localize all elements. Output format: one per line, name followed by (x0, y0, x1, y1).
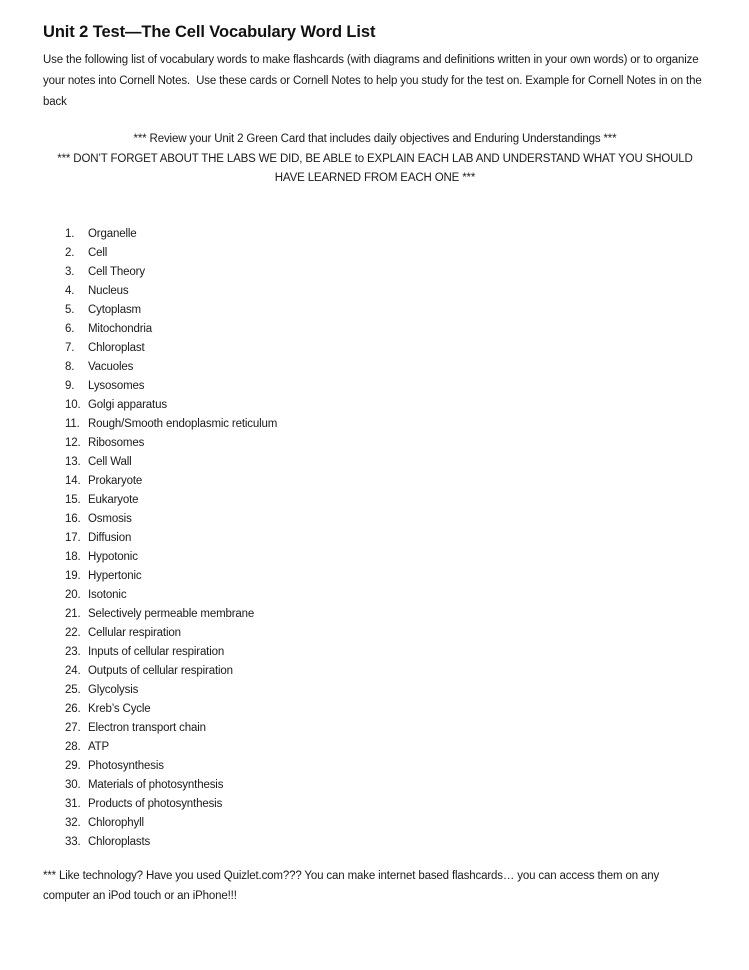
item-number: 6. (65, 322, 75, 335)
page-title: Unit 2 Test—The Cell Vocabulary Word List (43, 23, 376, 41)
vocab-list-item (65, 681, 707, 700)
vocab-list-item (65, 833, 707, 852)
vocab-list-item (65, 358, 707, 377)
item-number: 23. (65, 645, 81, 658)
item-number: 4. (65, 284, 75, 297)
item-number: 12. (65, 436, 81, 449)
vocab-term: Cytoplasm (88, 303, 141, 316)
vocab-term: Diffusion (88, 531, 132, 544)
vocabulary-list (43, 225, 707, 852)
vocab-term: Selectively permeable membrane (88, 607, 255, 620)
item-number: 15. (65, 493, 81, 506)
vocab-list-item (65, 624, 707, 643)
item-number: 16. (65, 512, 81, 525)
item-number: 5. (65, 303, 75, 316)
item-number: 11. (65, 417, 80, 430)
vocab-list-item (65, 776, 707, 795)
item-number: 8. (65, 360, 75, 373)
vocab-term: Mitochondria (88, 322, 153, 335)
item-number: 17. (65, 531, 81, 544)
vocab-term: Kreb’s Cycle (88, 702, 151, 715)
item-number: 18. (65, 550, 81, 563)
vocab-list-item (65, 434, 707, 453)
vocab-list-item (65, 225, 707, 244)
vocab-list-item (65, 757, 707, 776)
item-number: 7. (65, 341, 75, 354)
vocab-term: Glycolysis (88, 683, 139, 696)
vocab-term: Inputs of cellular respiration (88, 645, 225, 658)
vocab-list-item (65, 643, 707, 662)
vocab-list-item (65, 529, 707, 548)
vocab-term: Eukaryote (88, 493, 139, 506)
vocab-term: Osmosis (88, 512, 132, 525)
vocab-list-item (65, 510, 707, 529)
item-number: 1. (65, 227, 75, 240)
vocab-term: Cellular respiration (88, 626, 181, 639)
vocab-list-item (65, 396, 707, 415)
item-number: 26. (65, 702, 81, 715)
item-number: 9. (65, 379, 75, 392)
vocab-list-item (65, 814, 707, 833)
vocab-term: Electron transport chain (88, 721, 206, 734)
item-number: 19. (65, 569, 81, 582)
vocab-list-item (65, 244, 707, 263)
vocab-term: Cell Theory (88, 265, 145, 278)
vocab-list-item (65, 377, 707, 396)
item-number: 27. (65, 721, 81, 734)
vocab-term: Lysosomes (88, 379, 145, 392)
item-number: 24. (65, 664, 81, 677)
item-number: 22. (65, 626, 81, 639)
vocab-term: Chloroplasts (88, 835, 151, 848)
item-number: 3. (65, 265, 75, 278)
vocab-term: Prokaryote (88, 474, 143, 487)
item-number: 32. (65, 816, 81, 829)
vocab-term: Chlorophyll (88, 816, 144, 829)
vocab-list-item (65, 700, 707, 719)
intro-paragraph: Use the following list of vocabulary words to make flashcards (with diagrams and definitions written in your own words) or to organize your notes into Cornell Notes. Use these cards or Cornell Notes to help you study for the test on. Example for Cornell Notes in on the back (43, 54, 705, 108)
vocab-term: Materials of photosynthesis (88, 778, 224, 791)
item-number: 25. (65, 683, 81, 696)
vocab-term: Products of photosynthesis (88, 797, 223, 810)
vocab-list-item (65, 415, 707, 434)
vocab-term: Chloroplast (88, 341, 145, 354)
vocab-term: Nucleus (88, 284, 129, 297)
review-notes-block (43, 130, 707, 189)
vocab-list-item (65, 605, 707, 624)
vocab-list-item (65, 548, 707, 567)
vocab-list-item (65, 453, 707, 472)
vocab-list-item (65, 320, 707, 339)
item-number: 13. (65, 455, 81, 468)
vocab-list-item (65, 282, 707, 301)
vocab-term: ATP (88, 740, 110, 753)
item-number: 10. (65, 398, 81, 411)
vocab-list-item (65, 567, 707, 586)
vocab-term: Vacuoles (88, 360, 134, 373)
item-number: 33. (65, 835, 81, 848)
vocab-list-item (65, 472, 707, 491)
item-number: 28. (65, 740, 81, 753)
vocab-list-item (65, 738, 707, 757)
vocab-list-item (65, 339, 707, 358)
vocab-list-item (65, 719, 707, 738)
note-line-labs-reminder: *** DON’T FORGET ABOUT THE LABS WE DID, BE ABLE to EXPLAIN EACH LAB AND UNDERSTAND WHAT YOU SHOULD HAVE LEARNED FROM EACH ONE *** (57, 152, 693, 184)
vocab-list-item (65, 795, 707, 814)
vocab-list-item (65, 301, 707, 320)
footer-paragraph: *** Like technology? Have you used Quizlet.com??? You can make internet based flashcards… you can access them on any computer an iPod touch or an iPhone!!! (43, 869, 660, 902)
vocab-term: Hypotonic (88, 550, 138, 563)
vocab-term: Ribosomes (88, 436, 145, 449)
vocab-term: Cell (88, 246, 108, 259)
vocab-term: Photosynthesis (88, 759, 164, 772)
vocab-term: Isotonic (88, 588, 127, 601)
vocab-term: Organelle (88, 227, 137, 240)
item-number: 14. (65, 474, 81, 487)
vocab-term: Rough/Smooth endoplasmic reticulum (88, 417, 278, 430)
item-number: 20. (65, 588, 81, 601)
vocab-list-item (65, 662, 707, 681)
item-number: 30. (65, 778, 81, 791)
item-number: 29. (65, 759, 81, 772)
item-number: 21. (65, 607, 81, 620)
vocab-term: Outputs of cellular respiration (88, 664, 233, 677)
vocab-term: Golgi apparatus (88, 398, 167, 411)
vocab-list-item (65, 586, 707, 605)
item-number: 2. (65, 246, 75, 259)
vocab-list-item (65, 491, 707, 510)
vocab-list-item (65, 263, 707, 282)
vocab-term: Cell Wall (88, 455, 132, 468)
note-line-review-green-card: *** Review your Unit 2 Green Card that includes daily objectives and Enduring Understandings *** (133, 133, 617, 145)
item-number: 31. (65, 797, 81, 810)
vocab-term: Hypertonic (88, 569, 142, 582)
